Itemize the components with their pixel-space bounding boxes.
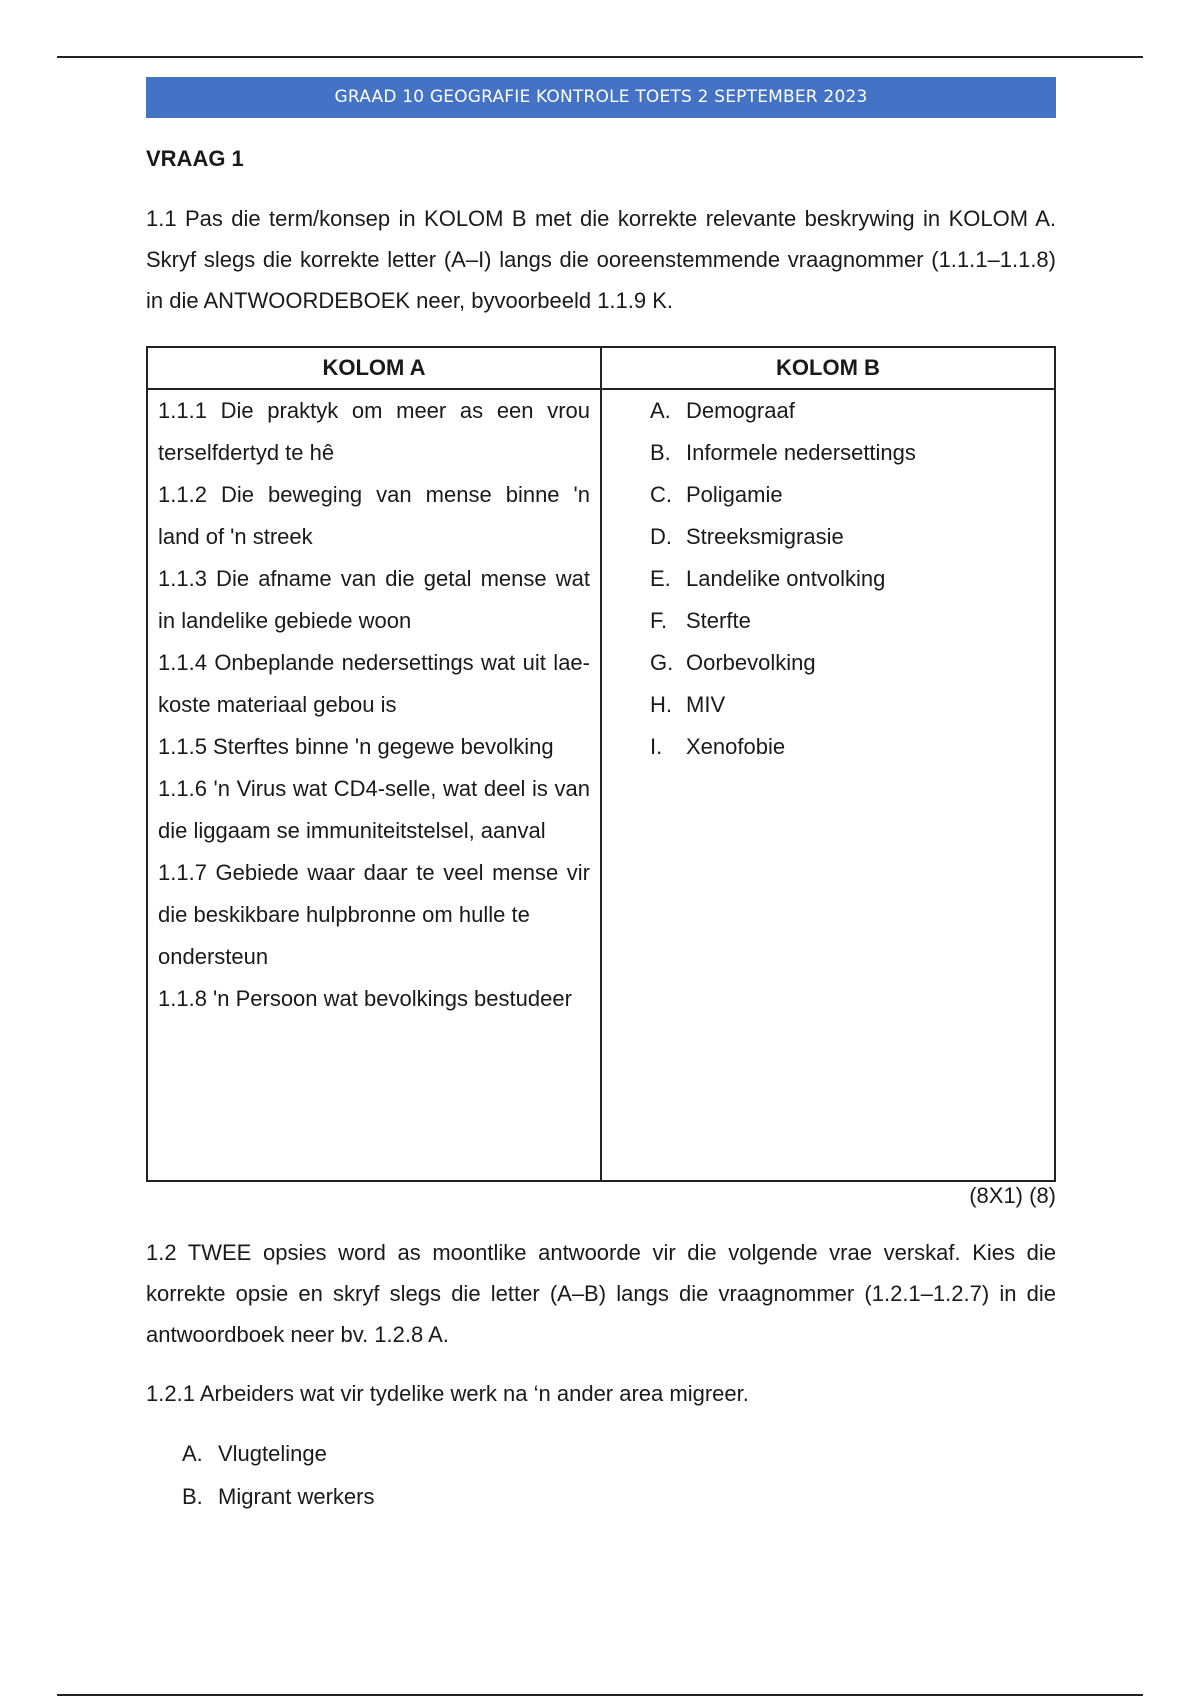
column-a-header: KOLOM A [147,347,601,389]
option-letter: E. [650,566,671,591]
question-heading: VRAAG 1 [146,146,244,171]
column-a-item: ondersteun [158,944,269,969]
column-b-item [650,516,1044,558]
option-letter: C. [650,482,672,507]
answer-option [182,1475,374,1518]
option-text: Informele nedersettings [686,440,916,465]
option-text: Demograaf [686,398,795,423]
column-b-cell [601,389,1055,1181]
option-letter: D. [650,524,672,549]
question-1-2-1: 1.2.1 Arbeiders wat vir tydelike werk na ‘n ander area migreer. [146,1381,749,1406]
question-1-2-1-options [182,1432,374,1518]
option-text: Vlugtelinge [218,1441,327,1466]
bottom-rule [57,1694,1143,1696]
option-letter: I. [650,734,663,759]
column-a-item: 1.1.4 Onbeplande nedersettings wat uit lae-koste materiaal gebou is [158,650,590,717]
option-text: Landelike ontvolking [686,566,886,591]
column-a-item: 1.1.1 Die praktyk om meer as een vrou terselfdertyd te hê [158,398,590,465]
test-title-banner: GRAAD 10 GEOGRAFIE KONTROLE TOETS 2 SEPTEMBER 2023 [146,77,1056,118]
option-text: Xenofobie [686,734,786,759]
column-b-item [650,558,1044,600]
option-letter: H. [650,692,672,717]
column-a-item: 1.1.6 'n Virus wat CD4-selle, wat deel is van die liggaam se immuniteitstelsel, aanval [158,776,590,843]
option-text: MIV [686,692,726,717]
option-letter: A. [182,1441,203,1466]
answer-option [182,1432,374,1475]
option-letter: A. [650,398,671,423]
column-a-item: 1.1.3 Die afname van die getal mense wat in landelike gebiede woon [158,566,590,633]
option-letter: G. [650,650,674,675]
column-b-header: KOLOM B [601,347,1055,389]
column-b-item [650,432,1044,474]
column-b-item [650,600,1044,642]
column-b-item [650,684,1044,726]
column-b-item [650,390,1044,432]
top-rule [57,56,1143,58]
marks-allocation: (8X1) (8) [969,1183,1056,1208]
column-a-item: 1.1.7 Gebiede waar daar te veel mense vir die beskikbare hulpbronne om hulle te [158,860,590,927]
column-a-item: 1.1.8 'n Persoon wat bevolkings bestudeer [158,986,572,1011]
option-letter: F. [650,608,668,633]
question-1-1-instruction: 1.1 Pas die term/konsep in KOLOM B met die korrekte relevante beskrywing in KOLOM A. Skryf slegs die korrekte letter (A–I) langs die ooreenstemmende vraagnommer (1.1.1–1.1.8) in die ANTWOORDEBOEK neer, byvoorbeeld 1.1.9 K. [146,206,1056,313]
option-letter: B. [182,1484,203,1509]
option-text: Oorbevolking [686,650,816,675]
column-b-item [650,642,1044,684]
column-b-item [650,474,1044,516]
option-letter: B. [650,440,671,465]
option-text: Migrant werkers [218,1484,375,1509]
column-a-cell [147,389,601,1181]
column-b-item [650,726,1044,768]
matching-table [146,346,1056,1182]
option-text: Streeksmigrasie [686,524,844,549]
option-text: Sterfte [686,608,751,633]
column-a-item: 1.1.2 Die beweging van mense binne 'n land of 'n streek [158,482,590,549]
option-text: Poligamie [686,482,783,507]
column-a-item: 1.1.5 Sterftes binne 'n gegewe bevolking [158,734,554,759]
question-1-2-instruction: 1.2 TWEE opsies word as moontlike antwoorde vir die volgende vrae verskaf. Kies die korrekte opsie en skryf slegs die letter (A–B) langs die vraagnommer (1.2.1–1.2.7) in die antwoordboek neer bv. 1.2.8 A. [146,1240,1056,1347]
